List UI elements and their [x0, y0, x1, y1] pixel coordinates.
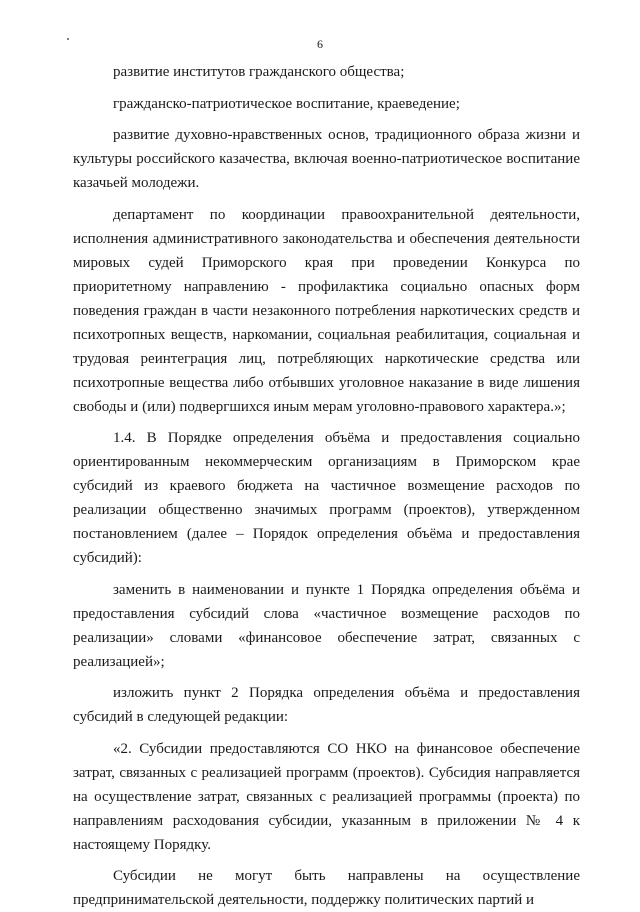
- paragraph-civil-society: развитие институтов гражданского общества;: [113, 64, 405, 80]
- paragraph-subsidy-restrictions: Субсидии не могут быть направлены на осуществление предпринимательской деятельности, поддержку политических партий и: [73, 868, 580, 908]
- paragraph-replace-words: заменить в наименовании и пункте 1 Порядка определения объёма и предоставления субсидий слова «частичное возмещение расходов по реализации» словами «финансовое обеспечение затрат, связанных с реализацией»;: [73, 581, 580, 670]
- page-number: 6: [317, 37, 323, 51]
- paragraph-law-enforcement-department: департамент по координации правоохранительной деятельности, исполнения административного законодательства и обеспечения деятельности мировых судей Приморского края при проведении Конкурса по приоритетному направлению - профилактика социально опасных форм поведения граждан в части незаконного потребления наркотических средств и психотропных веществ, наркомании, социальная реабилитация, социальная и трудовая реинтеграция лиц, потребляющих наркотические средства или психотропные вещества либо отбывших уголовное наказание в виде лишения свободы и (или) подвергшихся иным мерам уголовно-правового характера.»;: [73, 206, 580, 415]
- paragraph-patriotic-education: гражданско-патриотическое воспитание, краеведение;: [113, 95, 460, 112]
- paragraph-clause-1-4: 1.4. В Порядке определения объёма и предоставления социально ориентированным некоммерческим организациям в Приморском крае субсидий из краевого бюджета на частичное возмещение расходов по реализации общественно значимых программ (проектов), утвержденном постановлением (далее – Порядок определения объёма и предоставления субсидий):: [73, 430, 580, 566]
- document-body: [73, 60, 580, 912]
- paragraph-cossack-culture: развитие духовно-нравственных основ, традиционного образа жизни и культуры российского казачества, включая военно-патриотическое воспитание казачьей молодежи.: [73, 127, 580, 191]
- paragraph-restate-item-2: изложить пункт 2 Порядка определения объёма и предоставления субсидий в следующей редакции:: [73, 685, 580, 725]
- paragraph-item-2-text: «2. Субсидии предоставляются СО НКО на финансовое обеспечение затрат, связанных с реализацией программ (проектов). Субсидия направляется на осуществление затрат, связанных с реализацией программы (проекта) по направлениям расходования субсидии, указанным в приложении № 4 к настоящему Порядку.: [73, 740, 580, 853]
